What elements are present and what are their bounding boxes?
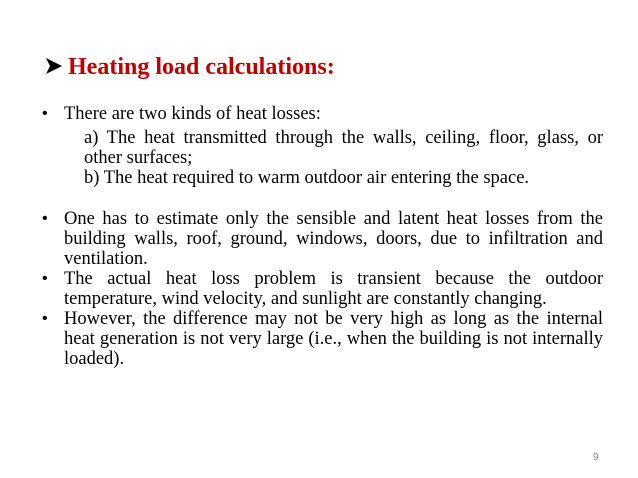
bullet-text: However, the difference may not be very high as long as the internal heat generation is not very large (i.e., when the building is not internally loaded).	[64, 309, 603, 369]
sub-item: a) The heat transmitted through the walls, ceiling, floor, glass, or other surfaces;	[84, 128, 603, 168]
bullet-text: The actual heat loss problem is transient because the outdoor temperature, wind velocity, and sunlight are constantly changing.	[64, 269, 603, 309]
sub-item: b) The heat required to warm outdoor air entering the space.	[84, 168, 530, 188]
page-number: 9	[593, 452, 599, 463]
slide-title	[44, 52, 604, 82]
bullet-text: There are two kinds of heat losses:	[64, 104, 321, 124]
bullet-dot-icon: •	[42, 270, 48, 287]
bullet-item	[40, 309, 603, 369]
bullet-item	[40, 104, 603, 124]
slide-body	[40, 104, 603, 369]
slide-title-text: Heating load calculations	[68, 54, 327, 80]
bullet-item	[40, 269, 603, 309]
bullet-dot-icon: •	[42, 310, 48, 327]
bullet-dot-icon: •	[42, 210, 48, 227]
slide-title-colon: :	[326, 54, 335, 80]
arrow-right-bullet-icon	[44, 52, 66, 82]
bullet-text: One has to estimate only the sensible and latent heat losses from the building walls, roof, ground, windows, doors, due to infiltration and ventilation.	[64, 209, 603, 269]
bullet-dot-icon: •	[42, 105, 48, 122]
bullet-item	[40, 209, 603, 269]
